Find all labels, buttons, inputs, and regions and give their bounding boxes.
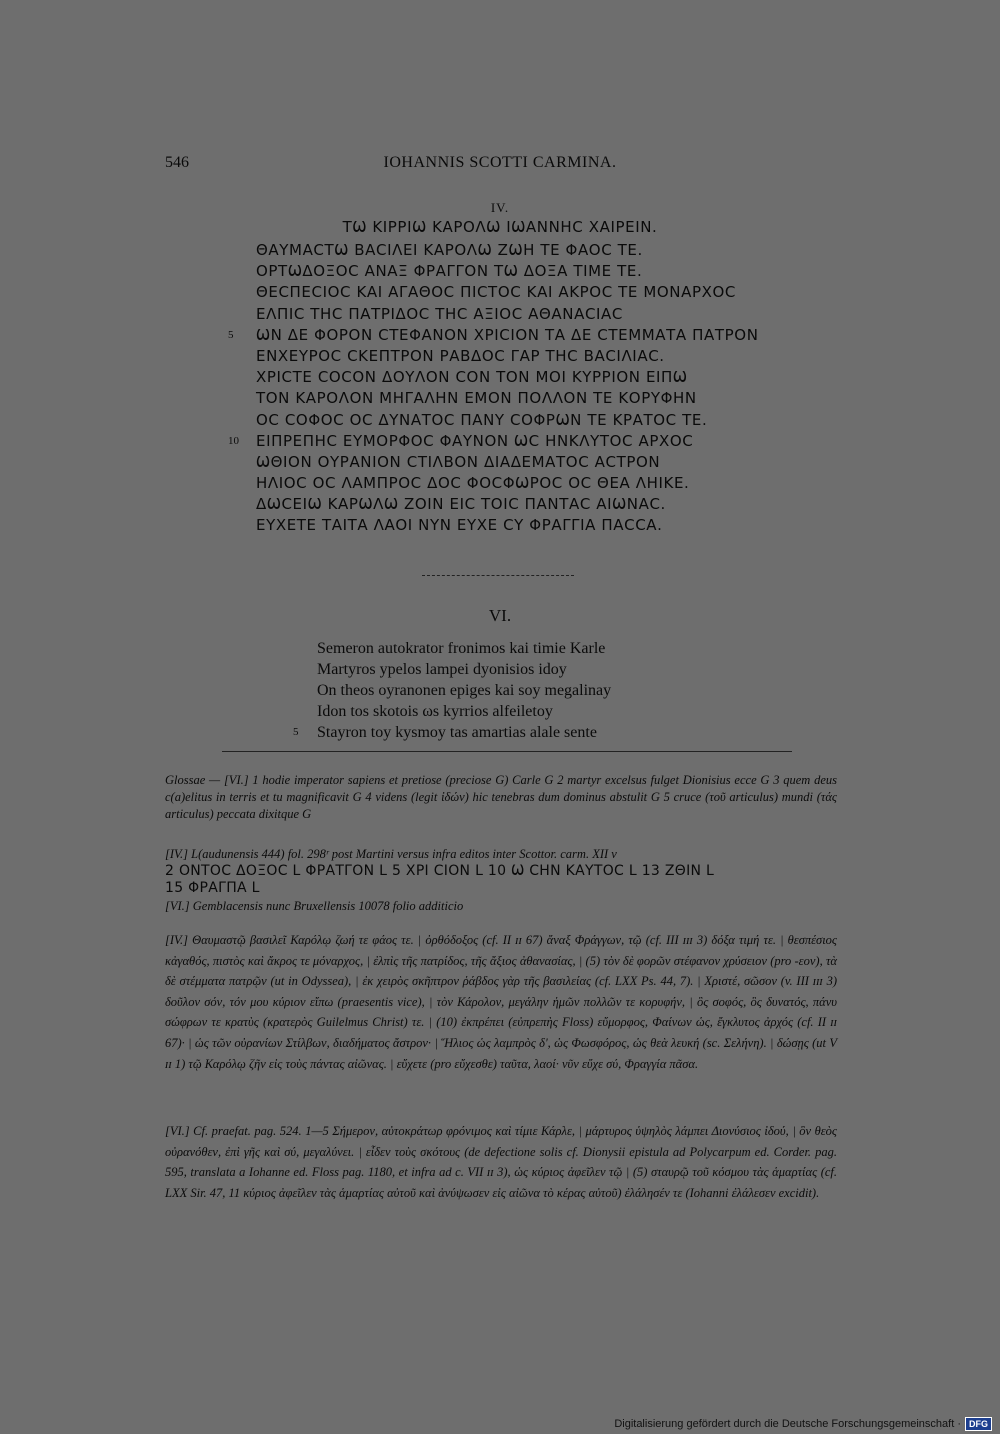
notes-rule [222, 751, 792, 752]
poem-iv-line [256, 473, 759, 494]
verse-text: ѠΝ ΔΕ ΦΟΡΟΝ ϹΤΕΦΑΝΟΝ ΧΡΙϹΙΟΝ ΤΑ ΔΕ ϹΤΕΜΜΑΤΑ ΠΑΤΡΟΝ [256, 325, 759, 344]
verse-text: ΟϹ ϹΟΦΟϹ ΟϹ ΔΥΝΑΤΟϹ ΠΑΝΥ ϹΟΦΡѠΝ ΤΕ ΚΡΑΤΟϹ ΤΕ. [256, 410, 708, 429]
apparatus-iv [165, 846, 837, 897]
apparatus-iv-line-3: 15 ΦΡΑΓΠΑ L [165, 880, 260, 896]
section-number-iv: IV. [490, 200, 510, 215]
verse-text: ΗΛΙΟϹ ΟϹ ΛΑΜΠΡΟϹ ΔΟϹ ΦΟϹΦѠΡΟϹ ΟϹ ΘΕΑ ΛΗΙΚΕ. [256, 474, 690, 493]
verse-text: On theos oyranonen epiges kai soy megalinay [317, 682, 612, 699]
poem-iv-line [256, 304, 759, 325]
verse-text: ΕΙΠΡΕΠΗϹ ΕΥΜΟΡΦΟϹ ΦΑΥΝΟΝ ѠϹ ΗΝΚΛΥΤΟϹ ΑΡΧΟϹ [256, 431, 694, 450]
poem-iv-line [256, 367, 759, 388]
poem-iv-line [228, 431, 759, 452]
poem-vi-line [317, 638, 611, 659]
verse-text: ΘΑΥΜΑϹΤѠ ΒΑϹΙΛΕΙ ΚΑΡΟΛѠ ΖѠΗ ΤΕ ΦΑΟϹ ΤΕ. [256, 241, 643, 259]
line-number: 5 [228, 328, 234, 341]
glossae-note: Glossae — [VI.] 1 hodie imperator sapiens et pretiose (preciose G) Carle G 2 martyr excelsus fulget Dionisius ecce G 3 quem deus c(a)elitus in terris et tu magnificavit G 4 videns (legit ἰδών) hic tenebras dum dominus abstulit G 5 cruce (τοῦ articulus) mundi (τάς articulus) peccata dixitque G [165, 773, 837, 821]
poem-iv-line [256, 388, 759, 409]
poem-iv-line [256, 282, 759, 303]
verse-text: ΧΡΙϹΤΕ ϹΟϹΟΝ ΔΟΥΛΟΝ ϹΟΝ ΤΟΝ ΜΟΙ ΚΥΡΡΙΟΝ ΕΙΠѠ [256, 368, 688, 387]
verse-text: ΟΡΤѠΔΟΞΟϹ ΑΝΑΞ ΦΡΑΓΓΟΝ ΤѠ ΔΟΞΑ ΤΙΜΕ ΤΕ. [256, 262, 643, 281]
poem-iv [228, 240, 759, 537]
apparatus-iv-line-1: [IV.] L(audunensis 444) fol. 298ʳ post Martini versus infra editos inter Scottor. carm. XII v [165, 847, 617, 861]
verse-text: Martyros ypelos lampei dyonisios idoy [317, 661, 567, 678]
verse-text: ΔѠϹΕΙѠ ΚΑΡѠΛѠ ΖΟΙΝ ΕΙϹ ΤΟΙϹ ΠΑΝΤΑϹ ΑΙѠΝΑϹ. [256, 495, 666, 514]
poem-vi-line [317, 680, 611, 701]
running-title: IOHANNIS SCOTTI CARMINA. [383, 154, 617, 171]
poem-iv-line [256, 346, 759, 367]
poem-vi [293, 638, 612, 743]
verse-text: ѠΘΙΟΝ ΟΥΡΑΝΙΟΝ ϹΤΙΛΒΟΝ ΔΙΑΔΕΜΑΤΟϹ ΑϹΤΡΟΝ [256, 452, 661, 471]
verse-text: ΕΛΠΙϹ ΤΗϹ ΠΑΤΡΙΔΟϹ ΤΗϹ ΑΞΙΟϹ ΑΘΑΝΑϹΙΑϹ [256, 304, 623, 323]
poem-iv-line [256, 494, 759, 515]
line-number: 10 [228, 434, 239, 447]
verse-text: ΕΝΧΕΥΡΟϹ ϹΚΕΠΤΡΟΝ ΡΑΒΔΟϹ ΓΑΡ ΤΗϹ ΒΑϹΙΛΙΑϹ. [256, 346, 665, 365]
poem-iv-line [228, 325, 759, 346]
apparatus-vi: [VI.] Gemblacensis nunc Bruxellensis 10078 folio additicio [165, 899, 464, 913]
poem-vi-line [293, 722, 611, 743]
poem-vi-line [317, 659, 611, 680]
commentary-vi: [VI.] Cf. praefat. pag. 524. 1—5 Σήμερον, αὐτοκράτωρ φρόνιμος καὶ τίμιε Κάρλε, | μάρτυρος ὑψηλὸς λάμπει Διονύσιος ἰδού, | ὃν θεὸς οὐρανόθεν, ἐπὶ γῆς καὶ σύ, μεγαλύνει. | εἶδεν τοὺς σκότους (de defectione solis cf. Dionysii epistula ad Polycarpum ed. Corder. pag. 595, translata a Iohanne ed. Floss pag. 1180, et infra ad c. VII ɪɪ 3), ὡς κύριος ἀφεῖλεν τῷ | (5) σταυρῷ τοῦ κόσμου τὰς ἁμαρτίας (cf. LXX Sir. 47, 11 κύριος ἀφεῖλεν τὰς ἁμαρτίας αὐτοῦ καὶ ἀνύψωσεν εἰς αἰῶνα τὸ κέρας αὐτοῦ) ἐλάλησέν τε (Iohanni ἐλάλεσεν excidit). [165, 1124, 837, 1200]
dfg-logo: DFG [965, 1417, 992, 1431]
verse-text: ΤΟΝ ΚΑΡΟΛΟΝ ΜΗΓΑΛΗΝ ΕΜΟΝ ΠΟΛΛΟΝ ΤΕ ΚΟΡΥΦΗΝ [256, 389, 697, 408]
verse-text: ΘΕϹΠΕϹΙΟϹ ΚΑΙ ΑΓΑΘΟϹ ΠΙϹΤΟϹ ΚΑΙ ΑΚΡΟϹ ΤΕ ΜΟΝΑΡΧΟϹ [256, 283, 736, 302]
page-number: 546 [165, 154, 189, 171]
poem-vi-line [317, 701, 611, 722]
poem-iv-line [256, 240, 759, 261]
line-number: 5 [293, 726, 299, 738]
running-header [165, 154, 835, 176]
section-number-vi: VI. [488, 606, 512, 625]
commentary-iv: [IV.] Θαυμαστῷ βασιλεῖ Καρόλῳ ζωή τε φάος τε. | ὀρθόδοξος (cf. II ɪɪ 67) ἄναξ Φράγγων, τῷ (cf. III ɪɪɪ 3) δόξα τιμή τε. | θεσπέσιος κἀγαθός, πιστὸς καὶ ἄκρος τε μόναρχος, | ἐλπὶς τῆς πατρίδος, τῆς ἄξιος ἀθανασίας, | (5) τὸν δὲ φορῶν στέφανον χρύσειον (pro -εον), τὰ δὲ στέμματα πατρῷν (ut in Odyssea), | ἐκ χειρὸς σκῆπτρον ῥάβδος γὰρ τῆς βασιλείας (cf. LXX Ps. 44, 7). | Χριστέ, σῶσον (v. III ɪɪɪ 3) δοῦλον σόν, τόν μου κύριον εἴπω (praesentis vice), | τὸν Κάρολον, μεγάλην ἡμῶν πολλῶν τε κορυφήν, | ὃς σοφός, ὃς δυνατός, πάνυ σώφρων τε κρατὺς (κρατερὸς Guilelmus Christ) τε. | (10) ἐκπρέπει (εὐπρεπὴς Floss) εὔμορφος, Φαίνων ὡς, ἔγκλυτος ἀρχός (cf. II ɪɪ 67)· | ὡς τῶν οὐρανίων Στίλβων, διαδήματος ἄστρον· | Ἥλιος ὡς λαμπρὸς δ', ὡς Φωσφόρος, ὡς θεὰ λευκή (sc. Σελήνη). | δώσῃς (ut V ɪɪ 1) τῷ Καρόλῳ ζῆν εἰς τοὺς πάντας αἰῶνας. | εὔχετε (pro εὔχεσθε) ταῦτα, λαοί· νῦν εὔχε σύ, Φραγγία πᾶσα. [165, 933, 837, 1071]
verse-text: Semeron autokrator fronimos kai timie Karle [317, 640, 606, 657]
footer-text: Digitalisierung gefördert durch die Deutsche Forschungsgemeinschaft · [614, 1418, 961, 1430]
poem-iv-title: ΤѠ ΚΙΡΡΙѠ ΚΑΡΟΛѠ ΙѠΑΝΝΗϹ ΧΑΙΡΕΙΝ. [342, 218, 658, 236]
verse-text: Stayron toy kysmoy tas amartias alale sente [317, 724, 597, 741]
verse-text: Idon tos skotois ωs kyrrios alfeiletoy [317, 703, 553, 720]
poem-iv-line [256, 261, 759, 282]
poem-iv-line [256, 515, 759, 536]
dfg-footer [614, 1416, 992, 1432]
section-separator [422, 575, 574, 576]
apparatus-iv-line-2: 2 ΟΝΤΟϹ ΔΟΞΟϹ L ΦΡΑΤΓΟΝ L 5 ΧΡΙ ϹΙΟΝ L 10 Ѡ ϹΗΝ ΚΑΥΤΟϹ L 13 ΖΘΙΝ L [165, 863, 715, 879]
verse-text: ΕΥΧΕΤΕ ΤΑΙΤΑ ΛΑΟΙ ΝΥΝ ΕΥΧΕ ϹΥ ΦΡΑΓΓΙΑ ΠΑϹϹΑ. [256, 516, 663, 535]
poem-iv-line [256, 410, 759, 431]
poem-iv-line [256, 452, 759, 473]
